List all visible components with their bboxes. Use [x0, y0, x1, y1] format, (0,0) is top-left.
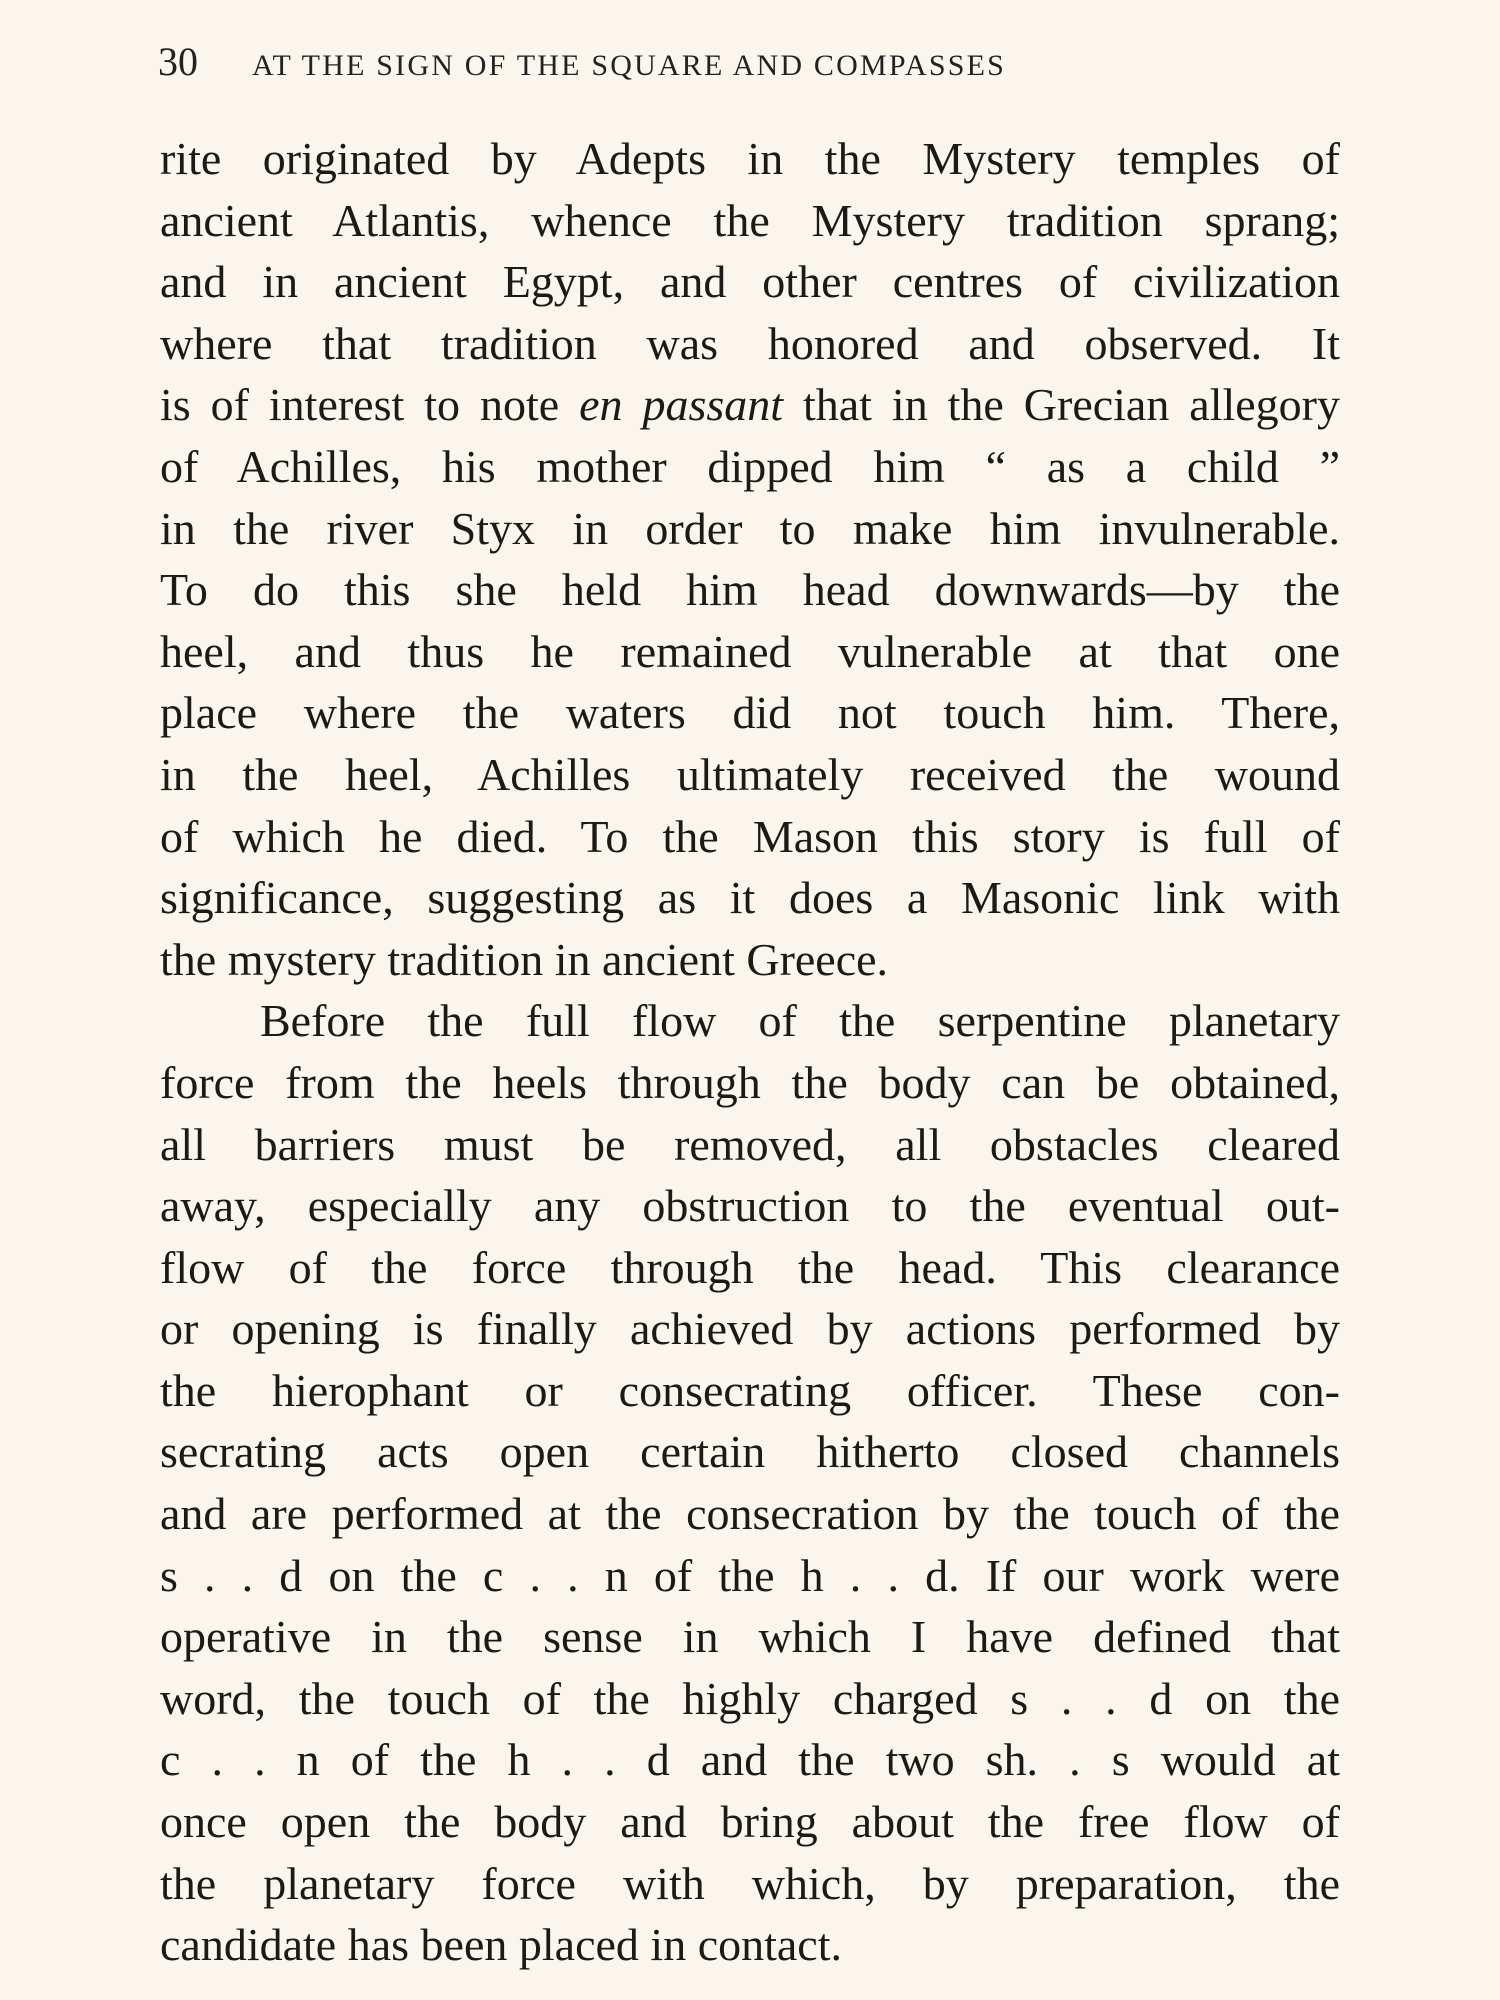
text-line: s . . d on the c . . n of the h . . d. If our work were [160, 1549, 1340, 1601]
text-line: of Achilles, his mother dipped him “ as a child ” [160, 440, 1340, 492]
text-line: in the river Styx in order to make him invulnerable. [160, 502, 1340, 554]
text-line: away, especially any obstruction to the eventual out- [160, 1180, 1340, 1232]
text-line: once open the body and bring about the free flow of [160, 1796, 1340, 1848]
running-head-title: AT THE SIGN OF THE SQUARE AND COMPASSES [252, 49, 1007, 82]
text-line: word, the touch of the highly charged s . . d on the [160, 1672, 1340, 1724]
text-line: in the heel, Achilles ultimately received the wound [160, 748, 1340, 800]
text-segment: that in the Grecian allegory [783, 379, 1341, 431]
text-line: flow of the force through the head. This clearance [160, 1241, 1340, 1293]
paragraph-start-line: Before the full flow of the serpentine planetary [260, 995, 1340, 1047]
text-segment: is of interest to note [160, 379, 580, 431]
text-line [160, 374, 1340, 436]
text-line: the planetary force with which, by preparation, the [160, 1857, 1340, 1909]
text-line: candidate has been placed in contact. [160, 1919, 843, 1971]
text-line: place where the waters did not touch him. There, [160, 687, 1340, 739]
italic-phrase: en passant [579, 379, 784, 431]
text-line: significance, suggesting as it does a Masonic link with [160, 872, 1340, 924]
text-line: c . . n of the h . . d and the two sh. . s would at [160, 1734, 1340, 1786]
text-line: To do this she held him head downwards—by the [160, 564, 1340, 616]
text-line: rite originated by Adepts in the Mystery temples of [160, 133, 1340, 184]
text-line: where that tradition was honored and observed. It [160, 317, 1340, 369]
text-line: of which he died. To the Mason this story is full of [160, 810, 1340, 862]
text-line: the mystery tradition in ancient Greece. [160, 933, 889, 985]
text-line: the hierophant or consecrating officer. These con- [160, 1364, 1340, 1416]
text-line: heel, and thus he remained vulnerable at that one [160, 625, 1340, 677]
text-line: secrating acts open certain hitherto closed channels [160, 1426, 1340, 1478]
text-line: or opening is finally achieved by actions performed by [160, 1303, 1340, 1355]
page-number: 30 [158, 39, 198, 84]
running-head [158, 38, 1350, 98]
text-line: and in ancient Egypt, and other centres of civilization [160, 256, 1340, 308]
text-line: all barriers must be removed, all obstacles cleared [160, 1118, 1340, 1170]
text-line: ancient Atlantis, whence the Mystery tradition sprang; [160, 194, 1340, 246]
text-line: operative in the sense in which I have defined that [160, 1611, 1340, 1663]
body-text [160, 128, 1350, 1976]
text-line: and are performed at the consecration by the touch of the [160, 1488, 1340, 1540]
text-line: force from the heels through the body can be obtained, [160, 1056, 1340, 1108]
